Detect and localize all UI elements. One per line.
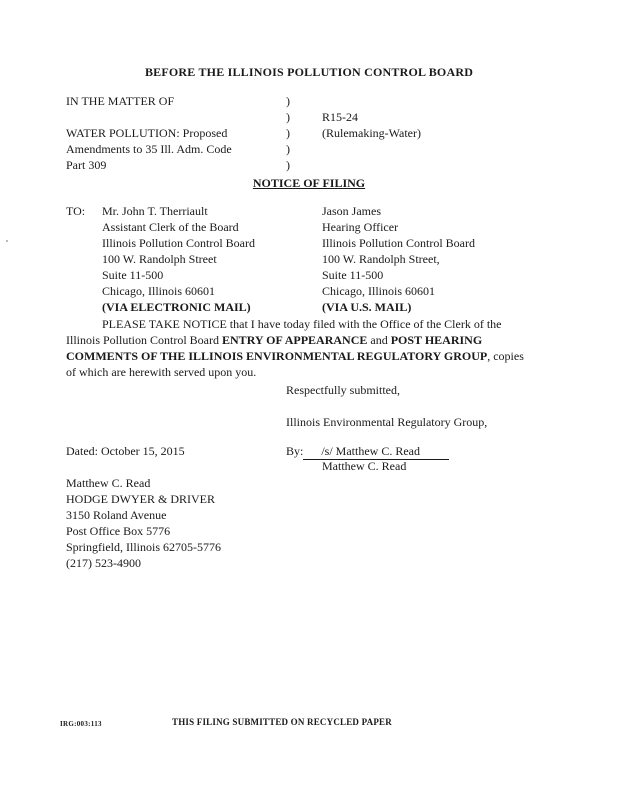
body-text: , copies of which are herewith served upon you. [66,349,524,379]
recipient-line: Suite 11-500 [322,268,384,282]
recipient-line: Assistant Clerk of the Board [102,220,239,234]
recipient-line: Mr. John T. Therriault [102,204,208,218]
attorney-line: HODGE DWYER & DRIVER [66,492,215,506]
attorney-line: Matthew C. Read [66,476,151,490]
recipient-line: Chicago, Illinois 60601 [322,284,435,298]
caption-line [66,109,232,125]
caption-paren: ) [286,142,290,156]
recipient-clerk [102,203,255,315]
delivery-method: (VIA ELECTRONIC MAIL) [102,300,251,314]
signer-name: Matthew C. Read [322,459,407,473]
delivery-method: (VIA U.S. MAIL) [322,300,412,314]
caption-paren: ) [286,158,290,172]
notice-body [66,316,524,380]
page-header: BEFORE THE ILLINOIS POLLUTION CONTROL BOARD [144,65,474,79]
docket-type: (Rulemaking-Water) [322,126,421,140]
recipient-line: Chicago, Illinois 60601 [102,284,215,298]
caption-line: IN THE MATTER OF [66,94,175,108]
attorney-line: Post Office Box 5776 [66,524,171,538]
caption-parens [286,93,290,173]
docket-block [322,109,421,141]
recipient-line: Suite 11-500 [102,268,164,282]
caption-line: Part 309 [66,158,107,172]
body-text: PLEASE TAKE NOTICE that I have today filed with the Office of the Clerk of the Illinois Pollution Control Board [66,317,502,347]
notice-title: NOTICE OF FILING [252,176,366,190]
caption-paren: ) [286,94,290,108]
attorney-line: (217) 523-4900 [66,556,141,570]
caption-line: WATER POLLUTION: Proposed [66,126,228,140]
body-text: and [367,333,391,347]
by-label: By: [286,444,304,458]
recipient-line: Jason James [322,204,381,218]
recipient-hearing-officer [322,203,475,315]
recycled-paper-notice: THIS FILING SUBMITTED ON RECYCLED PAPER [172,717,392,727]
attorney-line: Springfield, Illinois 62705-5776 [66,540,221,554]
date-line: Dated: October 15, 2015 [66,444,185,458]
recipient-line: Illinois Pollution Control Board [322,236,476,250]
recipient-line: 100 W. Randolph Street [102,252,217,266]
caption-paren: ) [286,110,290,124]
recipient-line: Hearing Officer [322,220,399,234]
attorney-line: 3150 Roland Avenue [66,508,167,522]
electronic-signature: /s/ Matthew C. Read [321,444,420,458]
document-id: IRG:003:113 [60,720,102,728]
recipient-line: Illinois Pollution Control Board [102,236,256,250]
caption-line: Amendments to 35 Ill. Adm. Code [66,142,232,156]
recipient-line: 100 W. Randolph Street, [322,252,440,266]
submitting-organization: Illinois Environmental Regulatory Group, [286,415,488,429]
attorney-block [66,475,221,571]
filed-document-1: ENTRY OF APPEARANCE [222,333,368,347]
respectfully-submitted: Respectfully submitted, [286,383,400,397]
docket-number: R15-24 [322,110,358,124]
caption-matter [66,93,232,173]
caption-paren: ) [286,126,290,140]
filed-document-2: POST HEARING COMMENTS OF THE ILLINOIS ENVIRONMENTAL REGULATORY GROUP [66,333,488,363]
to-label: TO: [66,204,86,218]
scan-speck [6,240,8,242]
